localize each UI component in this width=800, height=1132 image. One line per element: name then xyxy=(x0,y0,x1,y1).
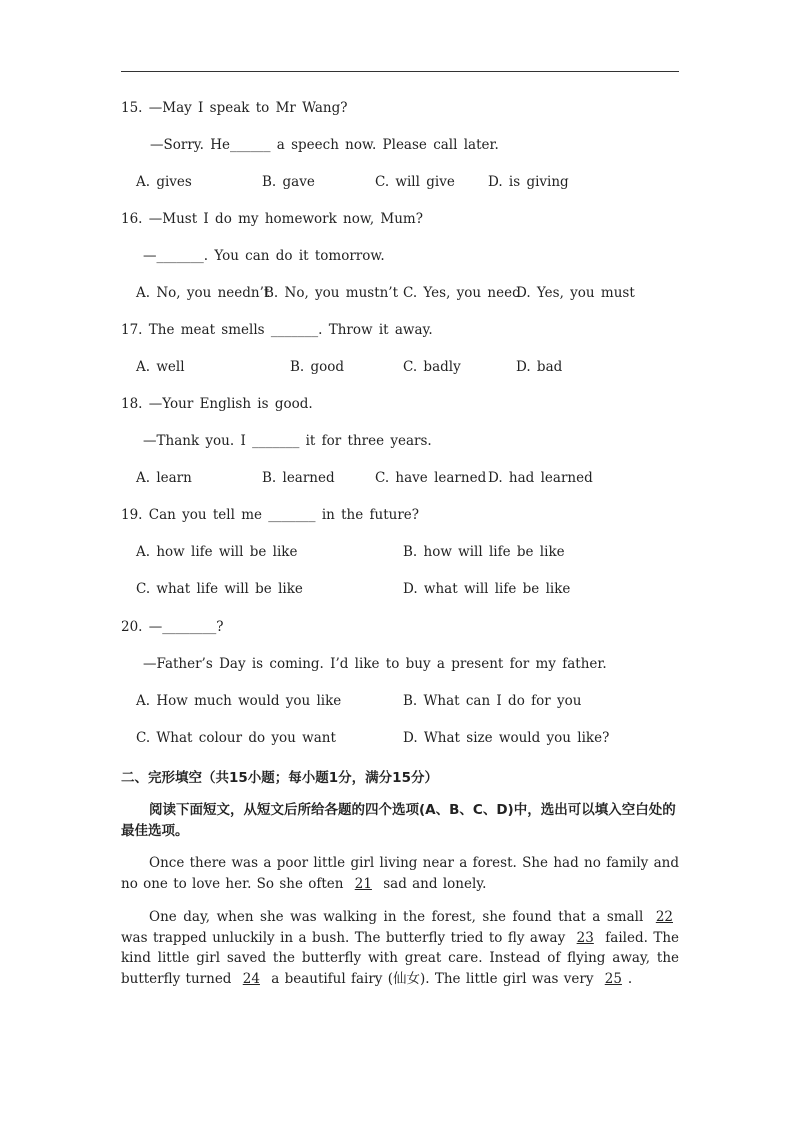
option-20-d: D. What size would you like? xyxy=(403,730,610,746)
option-15-c: C. will give xyxy=(375,174,455,190)
option-15-b: B. gave xyxy=(262,174,315,190)
option-19-d: D. what will life be like xyxy=(403,581,571,597)
option-19-c: C. what life will be like xyxy=(136,581,303,597)
question-18: 18. —Your English is good. xyxy=(121,396,313,412)
option-17-d: D. bad xyxy=(516,359,563,375)
option-20-b: B. What can I do for you xyxy=(403,693,582,709)
option-17-a: A. well xyxy=(136,359,185,375)
header-rule xyxy=(121,71,679,72)
blank-21[interactable]: 21 xyxy=(354,875,372,892)
question-20: 20. —________? xyxy=(121,619,224,635)
passage-paragraph-1: Once there was a poor little girl living near a forest. She had no family and no one to love her. So she often 21 sad and lonely. xyxy=(121,855,679,892)
question-19: 19. Can you tell me _______ in the future? xyxy=(121,507,420,523)
question-16-dialogue: —_______. You can do it tomorrow. xyxy=(143,248,385,264)
option-16-c: C. Yes, you need xyxy=(403,285,521,301)
option-17-c: C. badly xyxy=(403,359,461,375)
question-15-dialogue: —Sorry. He______ a speech now. Please call later. xyxy=(150,137,499,153)
option-17-b: B. good xyxy=(290,359,345,375)
option-15-a: A. gives xyxy=(136,174,192,190)
blank-23[interactable]: 23 xyxy=(576,929,594,946)
option-19-b: B. how will life be like xyxy=(403,544,565,560)
question-18-dialogue: —Thank you. I _______ it for three years. xyxy=(143,433,432,449)
option-15-d: D. is giving xyxy=(488,174,569,190)
blank-24[interactable]: 24 xyxy=(242,970,260,987)
option-19-a: A. how life will be like xyxy=(136,544,298,560)
passage-paragraph-2: One day, when she was walking in the forest, she found that a small 22 was trapped unluckily in a bush. The butterfly tried to fly away 23 failed. The kind little girl saved the butterfly with great care. Instead of flying away, the butterfly turned 24 a beautiful fairy (仙女). The little girl was very 25 . xyxy=(121,909,680,987)
blank-22[interactable]: 22 xyxy=(655,909,673,925)
option-18-c: C. have learned xyxy=(375,470,487,486)
question-17: 17. The meat smells _______. Throw it away. xyxy=(121,322,433,338)
section-heading: 二、完形填空（共15小题；每小题1分，满分15分） xyxy=(121,770,438,786)
question-16: 16. —Must I do my homework now, Mum? xyxy=(121,211,423,227)
section-instruction: 阅读下面短文，从短文后所给各题的四个选项(A、B、C、D)中，选出可以填入空白处的最佳选项。 xyxy=(121,802,676,839)
option-20-c: C. What colour do you want xyxy=(136,730,336,746)
option-18-a: A. learn xyxy=(136,470,192,486)
option-16-d: D. Yes, you must xyxy=(516,285,635,301)
option-16-a: A. No, you needn’t xyxy=(136,285,270,301)
option-18-d: D. had learned xyxy=(488,470,593,486)
option-16-b: B. No, you mustn’t xyxy=(264,285,399,301)
question-20-dialogue: —Father’s Day is coming. I’d like to buy a present for my father. xyxy=(143,656,607,672)
question-15: 15. —May I speak to Mr Wang? xyxy=(121,100,348,116)
option-18-b: B. learned xyxy=(262,470,335,486)
option-20-a: A. How much would you like xyxy=(136,693,342,709)
blank-25[interactable]: 25 xyxy=(604,970,622,987)
